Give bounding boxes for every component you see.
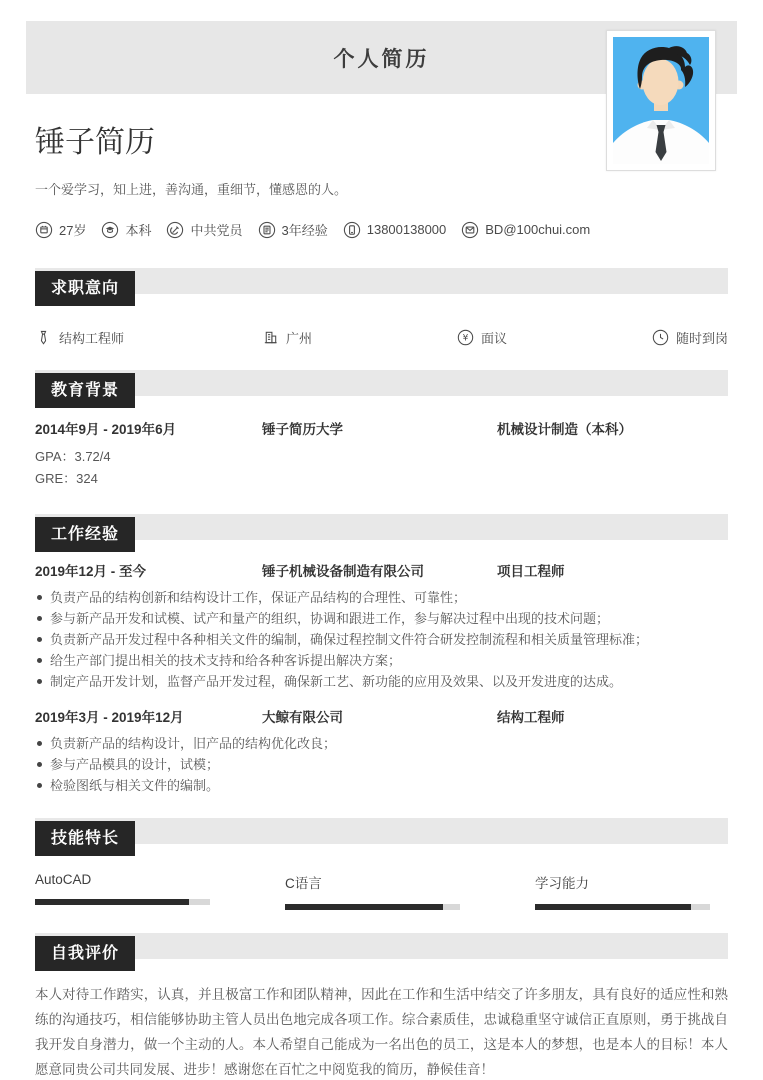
skill-name: 学习能力 [535, 876, 589, 891]
intention-position [35, 328, 262, 347]
education-period: 2014年9月 - 2019年6月 [35, 422, 177, 437]
job-row [35, 706, 728, 726]
skill-bar-track [535, 904, 710, 910]
section-band [35, 514, 728, 540]
skill-item [285, 872, 535, 910]
education-major: 机械设计制造（本科） [497, 422, 632, 437]
education-gre: GRE：324 [35, 471, 98, 486]
section-header-evaluation [35, 933, 728, 971]
education-school: 锤子简历大学 [262, 422, 343, 437]
phone-icon [343, 221, 361, 239]
info-party [166, 220, 242, 239]
section-band [35, 818, 728, 844]
section-title-evaluation: 自我评价 [35, 936, 135, 971]
info-experience [258, 220, 328, 239]
duty-item: 负责新产品开发过程中各种相关文件的编制，确保过程控制文件符合研发控制流程和相关质量管理标准； [35, 629, 728, 650]
tie-icon [35, 329, 52, 346]
svg-text:¥: ¥ [462, 333, 469, 344]
skill-bar-fill [35, 899, 189, 905]
section-header-education [35, 370, 728, 408]
section-band [35, 933, 728, 959]
skill-bar-track [35, 899, 210, 905]
job-period: 2019年3月 - 2019年12月 [35, 710, 184, 725]
duty-item: 参与新产品开发和试模、试产和量产的组织，协调和跟进工作，参与解决过程中出现的技术问题； [35, 608, 728, 629]
info-phone [343, 221, 447, 239]
skill-name: AutoCAD [35, 872, 92, 887]
info-email [461, 221, 590, 239]
degree-icon [101, 221, 119, 239]
job-period: 2019年12月 - 至今 [35, 564, 147, 579]
info-age-text: 27岁 [59, 223, 87, 238]
section-title-education: 教育背景 [35, 373, 135, 408]
section-title-work: 工作经验 [35, 517, 135, 552]
duty-item: 检验图纸与相关文件的编制。 [35, 775, 728, 796]
skill-item [535, 872, 728, 910]
info-experience-text: 3年经验 [281, 223, 328, 238]
intention-salary-text: 面议 [481, 331, 508, 346]
section-header-work [35, 514, 728, 552]
education-row [35, 418, 728, 438]
skill-name: C语言 [285, 876, 322, 891]
age-calendar-icon [35, 221, 53, 239]
education-gpa: GPA：3.72/4 [35, 449, 111, 464]
info-age [35, 220, 86, 239]
candidate-name: 锤子简历 [35, 126, 155, 159]
building-icon [262, 329, 279, 346]
email-icon [461, 221, 479, 239]
intention-position-text: 结构工程师 [59, 331, 125, 346]
info-email-text: BD@100chui.com [485, 222, 591, 237]
info-phone-text: 13800138000 [366, 222, 447, 237]
education-details [35, 446, 728, 490]
section-title-intention: 求职意向 [35, 271, 135, 306]
skills-row [35, 872, 728, 910]
job-company: 锤子机械设备制造有限公司 [262, 564, 424, 579]
resume-content [0, 126, 763, 1080]
intention-row [35, 328, 728, 347]
intention-availability [652, 328, 728, 347]
avatar-illustration [613, 37, 709, 164]
info-degree [101, 220, 151, 239]
intention-city-text: 广州 [286, 331, 313, 346]
experience-icon [258, 221, 276, 239]
intention-salary [457, 328, 652, 347]
section-header-intention [35, 268, 728, 306]
section-band [35, 370, 728, 396]
section-header-skills [35, 818, 728, 856]
info-party-text: 中共党员 [190, 223, 243, 238]
candidate-tagline: 一个爱学习，知上进，善沟通，重细节，懂感恩的人。 [35, 182, 348, 197]
skill-item [35, 872, 285, 910]
profile-header [35, 126, 728, 239]
intention-availability-text: 随时到岗 [676, 331, 729, 346]
job-duties [35, 733, 728, 796]
intention-city [262, 328, 457, 347]
section-title-skills: 技能特长 [35, 821, 135, 856]
profile-photo [606, 30, 716, 171]
section-band [35, 268, 728, 294]
page-title: 个人简历 [333, 47, 430, 71]
duty-item: 制定产品开发计划，监督产品开发过程，确保新工艺、新功能的应用及效果、以及开发进度的达成。 [35, 671, 728, 692]
skill-bar-track [285, 904, 460, 910]
skill-bar-fill [535, 904, 691, 910]
self-evaluation-text: 本人对待工作踏实，认真，并且极富工作和团队精神，因此在工作和生活中结交了许多朋友，具有良好的适应性和熟练的沟通技巧，相信能够协助主管人员出色地完成各项工作。综合素质佳，忠诚稳重坚守诚信正直原则，勇于挑战自我开发自身潜力，做一个主动的人。本人希望自己能成为一名出色的员工，这是本人的梦想，也是本人的目标！本人愿意同贵公司共同发展、进步！感谢您在百忙之中阅览我的简历，静候佳音！ [35, 987, 728, 1077]
job-company: 大鲸有限公司 [262, 710, 343, 725]
duty-item: 给生产部门提出相关的技术支持和给各种客诉提出解决方案； [35, 650, 728, 671]
contact-info-row [35, 220, 728, 239]
job-role: 项目工程师 [497, 564, 565, 579]
job-row [35, 560, 728, 580]
clock-icon [652, 329, 669, 346]
duty-item: 参与产品模具的设计，试模； [35, 754, 728, 775]
skill-bar-fill [285, 904, 443, 910]
party-member-icon [166, 221, 184, 239]
salary-icon [457, 329, 474, 346]
duty-item: 负责产品的结构创新和结构设计工作，保证产品结构的合理性、可靠性； [35, 587, 728, 608]
duty-item: 负责新产品的结构设计，旧产品的结构优化改良； [35, 733, 728, 754]
job-role: 结构工程师 [497, 710, 565, 725]
info-degree-text: 本科 [125, 223, 152, 238]
job-duties [35, 587, 728, 692]
